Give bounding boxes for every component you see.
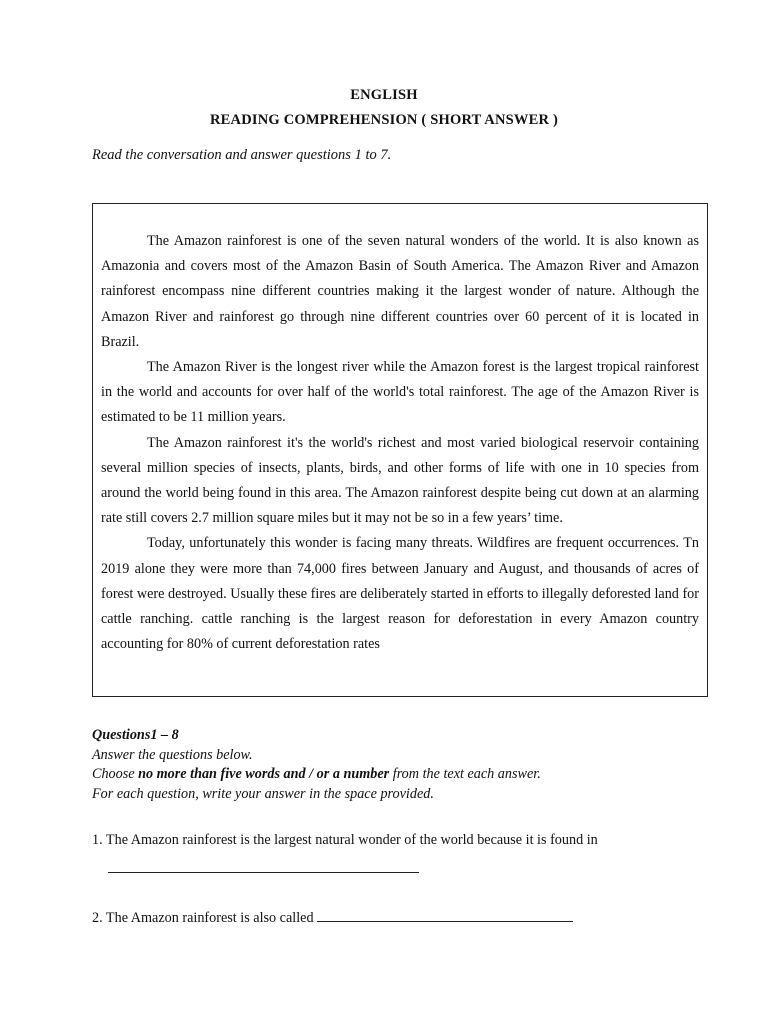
line2-prefix: Choose: [92, 766, 139, 782]
passage-paragraph-1: The Amazon rainforest is one of the seven natural wonders of the world. It is also known as Amazonia and covers most of the Amazon Basin of South America. The Amazon River and Amazon rainforest encompass nine different countries making it the largest wonder of nature. Although the Amazon River and rainforest go through nine different countries over 60 percent of it is located in Brazil.: [101, 233, 699, 350]
question-2-text: 2. The Amazon rainforest is also called: [92, 910, 314, 926]
passage-paragraph-2: The Amazon River is the longest river while the Amazon forest is the largest tropical rainforest in the world and accounts for over half of the world's total rainforest. The age of the Amazon River is estimated to be 11 million years.: [101, 359, 699, 426]
passage-paragraph-3: The Amazon rainforest it's the world's richest and most varied biological reservoir containing several million species of insects, plants, birds, and other forms of life with one in 10 species from around the world being found in this area. The Amazon rainforest despite being cut down at an alarming rate still covers 2.7 million square miles but it may not be so in a few years’ time.: [101, 434, 699, 527]
questions-heading: Questions1 – 8: [92, 727, 179, 743]
question-1: 1. The Amazon rainforest is the largest natural wonder of the world because it is found in: [92, 832, 598, 848]
reading-passage: [101, 229, 699, 657]
answer-blank-2[interactable]: [317, 907, 573, 922]
questions-line-2: [92, 765, 541, 785]
passage-paragraph-4: Today, unfortunately this wonder is facing many threats. Wildfires are frequent occurrences. Tn 2019 alone they were more than 74,000 fires between January and August, and thousands of acres of forest were destroyed. Usually these fires are deliberately started in efforts to illegally deforested land for cattle ranching. cattle ranching is the largest reason for deforestation in every Amazon country accounting for 80% of current deforestation rates: [101, 535, 699, 653]
questions-line-1: Answer the questions below.: [92, 746, 253, 763]
document-title: ENGLISH: [350, 87, 418, 103]
questions-instructions: [92, 726, 541, 804]
reading-instruction: Read the conversation and answer questions 1 to 7.: [92, 147, 392, 163]
line2-suffix: from the text each answer.: [389, 766, 541, 782]
questions-line-3: For each question, write your answer in the space provided.: [92, 785, 434, 802]
answer-blank-1[interactable]: [108, 872, 419, 873]
section-title: READING COMPREHENSION ( SHORT ANSWER ): [209, 112, 559, 128]
question-2: [92, 907, 573, 927]
line2-emphasis: no more than five words and / or a number: [138, 766, 390, 782]
